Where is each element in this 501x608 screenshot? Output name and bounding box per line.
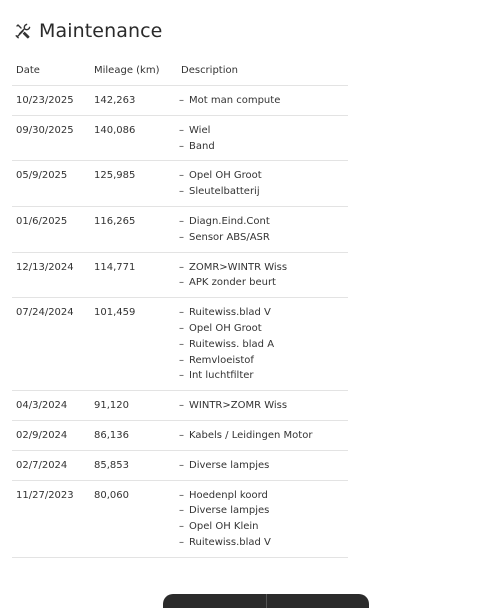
date-cell: 02/9/2024 <box>12 420 90 450</box>
mileage-cell: 140,086 <box>90 115 177 161</box>
tools-icon <box>14 22 32 40</box>
description-item: – Ruitewiss.blad V <box>179 535 348 551</box>
description-item: – Diverse lampjes <box>179 503 348 519</box>
description-item: – Kabels / Leidingen Motor <box>179 428 348 444</box>
description-item: – Remvloeistof <box>179 353 348 369</box>
mileage-cell: 142,263 <box>90 86 177 116</box>
table-row <box>12 420 348 450</box>
description-list <box>179 214 348 246</box>
description-item: – Hoedenpl koord <box>179 488 348 504</box>
description-cell <box>177 206 348 252</box>
description-item: – Band <box>179 139 348 155</box>
mileage-cell: 125,985 <box>90 161 177 207</box>
description-list <box>179 260 348 292</box>
column-header-description: Description <box>177 56 348 86</box>
table-row <box>12 298 348 391</box>
description-item: – APK zonder beurt <box>179 275 348 291</box>
bottom-action-right[interactable] <box>267 594 370 608</box>
column-header-mileage: Mileage (km) <box>90 56 177 86</box>
table-body <box>12 86 348 558</box>
description-cell <box>177 252 348 298</box>
description-item: – Sensor ABS/ASR <box>179 230 348 246</box>
date-cell: 04/3/2024 <box>12 391 90 421</box>
page-title: Maintenance <box>39 20 163 42</box>
maintenance-table <box>12 56 348 558</box>
table-row <box>12 480 348 557</box>
description-list <box>179 305 348 384</box>
table-row <box>12 206 348 252</box>
mileage-cell: 114,771 <box>90 252 177 298</box>
table-row <box>12 115 348 161</box>
mileage-cell: 86,136 <box>90 420 177 450</box>
description-item: – Ruitewiss. blad A <box>179 337 348 353</box>
description-list <box>179 428 348 444</box>
description-item: – Diverse lampjes <box>179 458 348 474</box>
table-row <box>12 450 348 480</box>
description-list <box>179 168 348 200</box>
description-list <box>179 488 348 551</box>
description-list <box>179 458 348 474</box>
mileage-cell: 80,060 <box>90 480 177 557</box>
date-cell: 09/30/2025 <box>12 115 90 161</box>
description-item: – Int luchtfilter <box>179 368 348 384</box>
table-header-row <box>12 56 348 86</box>
description-list <box>179 123 348 155</box>
description-cell <box>177 480 348 557</box>
description-cell <box>177 420 348 450</box>
description-cell <box>177 161 348 207</box>
table-row <box>12 252 348 298</box>
date-cell: 01/6/2025 <box>12 206 90 252</box>
date-cell: 05/9/2025 <box>12 161 90 207</box>
description-item: – Opel OH Groot <box>179 321 348 337</box>
bottom-action-left[interactable] <box>163 594 267 608</box>
description-item: – ZOMR>WINTR Wiss <box>179 260 348 276</box>
description-list <box>179 398 348 414</box>
mileage-cell: 101,459 <box>90 298 177 391</box>
description-cell <box>177 86 348 116</box>
date-cell: 02/7/2024 <box>12 450 90 480</box>
description-cell <box>177 450 348 480</box>
description-item: – Opel OH Groot <box>179 168 348 184</box>
table-row <box>12 161 348 207</box>
description-item: – Mot man compute <box>179 93 348 109</box>
description-item: – Ruitewiss.blad V <box>179 305 348 321</box>
description-item: – Diagn.Eind.Cont <box>179 214 348 230</box>
section-header <box>14 18 162 44</box>
description-cell <box>177 298 348 391</box>
date-cell: 12/13/2024 <box>12 252 90 298</box>
column-header-date: Date <box>12 56 90 86</box>
date-cell: 11/27/2023 <box>12 480 90 557</box>
description-item: – Opel OH Klein <box>179 519 348 535</box>
date-cell: 07/24/2024 <box>12 298 90 391</box>
mileage-cell: 85,853 <box>90 450 177 480</box>
bottom-action-bar[interactable] <box>163 594 369 608</box>
description-item: – Wiel <box>179 123 348 139</box>
description-cell <box>177 115 348 161</box>
description-item: – Sleutelbatterij <box>179 184 348 200</box>
mileage-cell: 116,265 <box>90 206 177 252</box>
table-row <box>12 391 348 421</box>
date-cell: 10/23/2025 <box>12 86 90 116</box>
table-row <box>12 86 348 116</box>
description-list <box>179 93 348 109</box>
mileage-cell: 91,120 <box>90 391 177 421</box>
description-cell <box>177 391 348 421</box>
description-item: – WINTR>ZOMR Wiss <box>179 398 348 414</box>
